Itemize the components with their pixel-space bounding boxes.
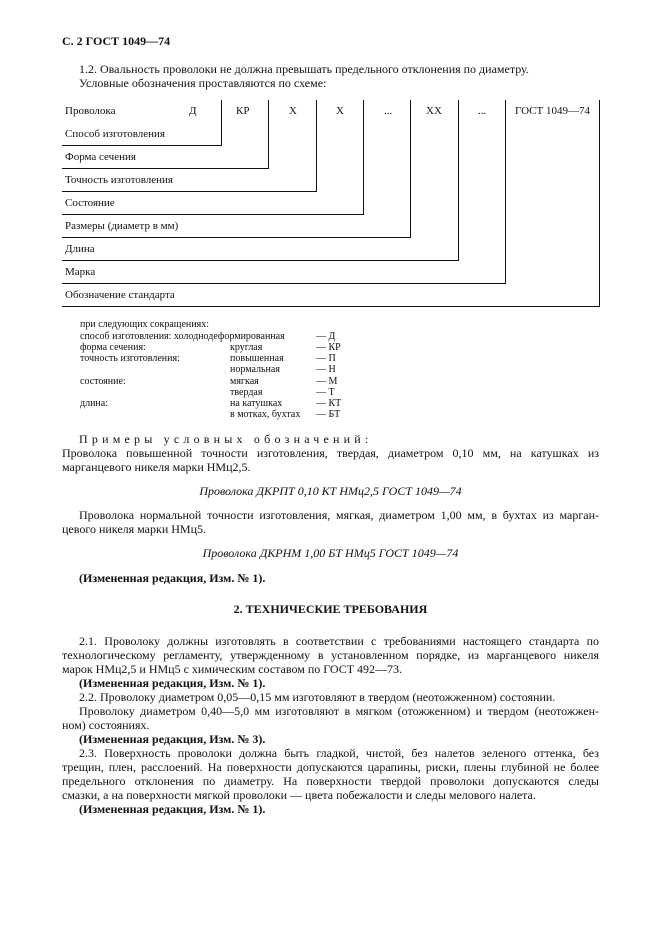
scheme-code-dots1: ... (384, 105, 393, 117)
abbrev-row-a: длина: (80, 398, 108, 409)
amendment-note: (Измененная редакция, Изм. № 1). (79, 802, 266, 816)
abbrev-row-b: повышенная (230, 353, 284, 364)
abbrev-row-c: — М (316, 376, 338, 387)
para-2-2b-line-1: Проволоку диаметром 0,40—5,0 мм изготовляют в мягком (отожженном) и твердом (неотожжен- (79, 704, 599, 718)
abbrev-row-c: — КР (316, 342, 341, 353)
example-1-line-2: марганцевого никеля марки НМц2,5. (62, 460, 251, 474)
scheme-label-standard: Обозначение стандарта (65, 289, 175, 301)
example-1-line-1: Проволока повышенной точности изготовления, твердая, диаметром 0,10 мм, на катушках из (62, 446, 599, 460)
abbrev-row-b: на катушках (230, 398, 283, 409)
abbrev-row-a: способ изготовления: холоднодеформированная (80, 331, 285, 342)
amendment-note: (Измененная редакция, Изм. № 1). (79, 571, 266, 585)
scheme-code-kr: КР (236, 105, 250, 117)
scheme-vline-8 (599, 100, 600, 306)
abbrev-row-c: — Т (316, 387, 335, 398)
scheme-hline-2 (62, 168, 269, 169)
example-1-code: Проволока ДКРПТ 0,10 КТ НМц2,5 ГОСТ 1049—74 (199, 484, 462, 498)
scheme-vline-6 (458, 100, 459, 260)
abbrev-row-c: — Д (316, 331, 336, 342)
scheme-label-size: Размеры (диаметр в мм) (65, 220, 179, 232)
scheme-product: Проволока (65, 105, 116, 117)
example-2-code: Проволока ДКРНМ 1,00 БТ НМц5 ГОСТ 1049—74 (202, 546, 459, 560)
abbrev-row-b: в мотках, бухтах (230, 409, 301, 420)
scheme-code-xx: ХХ (426, 105, 442, 117)
scheme-code-x1: Х (289, 105, 297, 117)
para-2-3-line-4: смазки, а на поверхности мягкой проволоки — цвета побежалости и следы мелового налета. (62, 788, 536, 802)
abbrev-row-c: — БТ (316, 409, 341, 420)
abbrev-row-a: точность изготовления: (80, 353, 180, 364)
scheme-code-standard: ГОСТ 1049—74 (515, 105, 590, 117)
scheme-hline-1 (62, 145, 222, 146)
abbrev-row-c: — КТ (316, 398, 342, 409)
para-2-1-line-2: технологическому регламенту, утвержденному в установленном порядке, из марганцевого никеля (62, 648, 599, 662)
abbrev-row-c: — Н (316, 364, 336, 375)
scheme-vline-7 (505, 100, 506, 283)
scheme-hline-5 (62, 237, 411, 238)
scheme-hline-3 (62, 191, 317, 192)
scheme-vline-2 (268, 100, 269, 168)
abbrev-row-a: форма сечения: (80, 342, 146, 353)
para-2-1-line-3: марок НМц2,5 и НМц5 с химическим составом по ГОСТ 492—73. (62, 662, 403, 676)
scheme-vline-3 (316, 100, 317, 191)
abbrev-row-b: мягкая (230, 376, 259, 387)
scheme-code-x2: Х (336, 105, 344, 117)
abbrev-row-b: нормальная (230, 364, 280, 375)
scheme-label-method: Способ изготовления (65, 128, 165, 140)
abbrev-row-b: твердая (230, 387, 263, 398)
scheme-vline-4 (363, 100, 364, 214)
examples-heading: Примеры условных обозначений: (79, 432, 373, 446)
example-2-line-2: цевого никеля марки НМц5. (62, 522, 207, 536)
para-2-2-line-1: 2.2. Проволоку диаметром 0,05—0,15 мм изготовляют в твердом (неотожженном) состоянии. (79, 690, 556, 704)
page-header: С. 2 ГОСТ 1049—74 (62, 34, 171, 48)
amendment-note: (Измененная редакция, Изм. № 3). (79, 732, 266, 746)
para-2-2b-line-2: ном) состояниях. (62, 718, 150, 732)
scheme-hline-8 (62, 306, 600, 307)
amendment-note: (Измененная редакция, Изм. № 1). (79, 676, 266, 690)
scheme-label-accuracy: Точность изготовления (65, 174, 173, 186)
scheme-hline-6 (62, 260, 459, 261)
para-2-3-line-2: трещин, плен, расслоений. На поверхности допускаются царапины, риски, плены глубиной не более (62, 760, 599, 774)
intro-line-1: 1.2. Овальность проволоки не должна превышать предельного отклонения по диаметру. (79, 62, 529, 76)
para-2-3-line-3: предельного отклонения по диаметру. На поверхности твердой проволоки допускаются следы (62, 774, 599, 788)
abbrev-intro: при следующих сокращениях: (80, 319, 210, 330)
section-2-title: 2. ТЕХНИЧЕСКИЕ ТРЕБОВАНИЯ (233, 602, 428, 616)
abbrev-row-b: круглая (230, 342, 263, 353)
example-2-line-1: Проволока нормальной точности изготовления, мягкая, диаметром 1,00 мм, в бухтах из марган- (79, 508, 599, 522)
scheme-hline-7 (62, 283, 506, 284)
intro-line-2: Условные обозначения проставляются по схеме: (79, 76, 327, 90)
para-2-3-line-1: 2.3. Поверхность проволоки должна быть гладкой, чистой, без налетов зеленого оттенка, без (79, 746, 599, 760)
scheme-label-length: Длина (65, 243, 95, 255)
scheme-code-d: Д (189, 105, 197, 117)
scheme-vline-5 (410, 100, 411, 237)
scheme-label-shape: Форма сечения (65, 151, 136, 163)
scheme-label-state: Состояние (65, 197, 115, 209)
para-2-1-line-1: 2.1. Проволоку должны изготовлять в соответствии с требованиями настоящего стандарта по (79, 634, 599, 648)
scheme-hline-4 (62, 214, 364, 215)
scheme-vline-1 (221, 100, 222, 145)
scheme-code-dots2: ... (478, 105, 487, 117)
abbrev-row-a: состояние: (80, 376, 126, 387)
scheme-label-grade: Марка (65, 266, 96, 278)
abbrev-row-c: — П (316, 353, 336, 364)
